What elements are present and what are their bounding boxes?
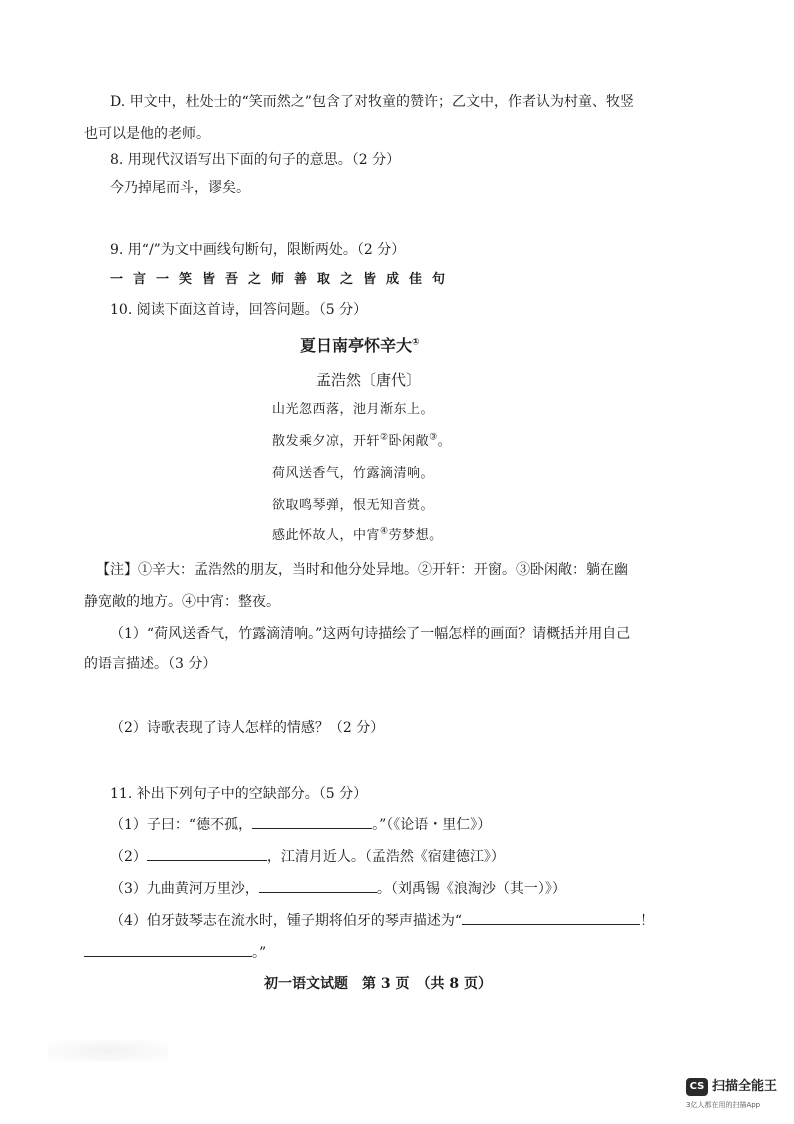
option-d-line2: 也可以是他的老师。 <box>84 126 210 142</box>
camscanner-tagline: 3亿人都在用的扫描App <box>686 1101 761 1109</box>
fill-4-exclamation: ！ <box>640 913 655 929</box>
question-8-sentence: 今乃掉尾而斗，谬矣。 <box>110 180 250 196</box>
poem-title-text: 夏日南亭怀辛大 <box>300 336 413 355</box>
option-d-line1: D. 甲文中，杜处士的“笑而然之”包含了对牧童的赞许；乙文中，作者认为村童、牧竖 <box>110 94 634 110</box>
fill-1-blank[interactable] <box>252 814 372 829</box>
camscanner-name: 扫描全能王 <box>712 1079 778 1094</box>
poem-line-4: 欲取鸣琴弹，恨无知音赏。 <box>272 498 435 513</box>
fill-sentence-1 <box>110 814 491 835</box>
poem-line-2-c: 。 <box>437 434 452 449</box>
fill-sentence-4 <box>110 910 654 931</box>
fill-sentence-4-cont <box>84 942 266 963</box>
fill-4-end: 。” <box>252 945 267 961</box>
fill-3-prefix: （3）九曲黄河万里沙， <box>110 881 259 897</box>
question-9: 9. 用“/”为文中画线句断句，限断两处。（2 分） <box>110 242 406 258</box>
poem-line-2 <box>272 432 451 452</box>
fill-4-blank-b[interactable] <box>84 942 252 957</box>
poem-line-3: 荷风送香气，竹露滴清响。 <box>272 466 435 481</box>
poem-notes-line1: 【注】①辛大：孟浩然的朋友，当时和他分处异地。②开轩：开窗。③卧闲敞：躺在幽 <box>96 562 628 578</box>
fill-sentence-3 <box>110 878 566 899</box>
poem-author: 孟浩然〔唐代〕 <box>316 371 422 389</box>
question-9-sentence: 一言一笑皆吾之师善取之皆成佳句 <box>110 272 456 287</box>
poem-line-5-a: 感此怀故人，中宵 <box>272 528 381 543</box>
question-11: 11. 补出下列句子中的空缺部分。（5 分） <box>110 786 368 802</box>
fill-sentence-2 <box>110 846 505 867</box>
poem-line-5-b: 劳梦想。 <box>388 528 443 543</box>
question-8: 8. 用现代汉语写出下面的句子的意思。（2 分） <box>110 152 401 168</box>
poem-notes-line2: 静宽敞的地方。④中宵：整夜。 <box>84 594 280 610</box>
fill-4-prefix: （4）伯牙鼓琴志在流水时，锺子期将伯牙的琴声描述为“ <box>110 913 463 929</box>
subquestion-2: （2）诗歌表现了诗人怎样的情感？（2 分） <box>110 720 385 736</box>
poem-line-2-b: 卧闲敞 <box>388 434 430 449</box>
poem-line-5 <box>272 526 443 546</box>
question-10: 10. 阅读下面这首诗，回答问题。（5 分） <box>110 302 368 318</box>
fill-2-prefix: （2） <box>110 849 147 865</box>
poem-note-3: ③ <box>429 432 438 443</box>
camscanner-logo-icon: CS <box>686 1078 708 1096</box>
fill-4-blank-a[interactable] <box>462 910 640 925</box>
subquestion-1-line2: 的语言描述。（3 分） <box>84 656 217 672</box>
poem-title-note: ① <box>412 337 420 348</box>
scan-smudge <box>48 1040 168 1062</box>
poem-note-4: ④ <box>380 526 389 537</box>
poem-note-2: ② <box>380 432 389 443</box>
fill-3-blank[interactable] <box>259 878 377 893</box>
fill-1-prefix: （1）子曰：“德不孤， <box>110 817 253 833</box>
subquestion-1-line1: （1）“荷风送香气，竹露滴清响。”这两句诗描绘了一幅怎样的画面？请概括并用自己 <box>110 626 631 642</box>
fill-3-suffix: 。（刘禹锡《浪淘沙（其一）》） <box>376 881 566 897</box>
poem-line-1: 山光忽西落，池月渐东上。 <box>272 402 435 417</box>
poem-title <box>300 336 420 356</box>
poem-line-2-a: 散发乘夕凉，开轩 <box>272 434 381 449</box>
fill-2-suffix: ，江清月近人。（孟浩然《宿建德江》） <box>266 849 505 865</box>
page-footer: 初一语文试题 第 3 页 （共 8 页） <box>264 976 492 992</box>
fill-2-blank[interactable] <box>147 846 267 861</box>
fill-1-suffix: 。”（《论语・里仁》） <box>372 817 492 833</box>
